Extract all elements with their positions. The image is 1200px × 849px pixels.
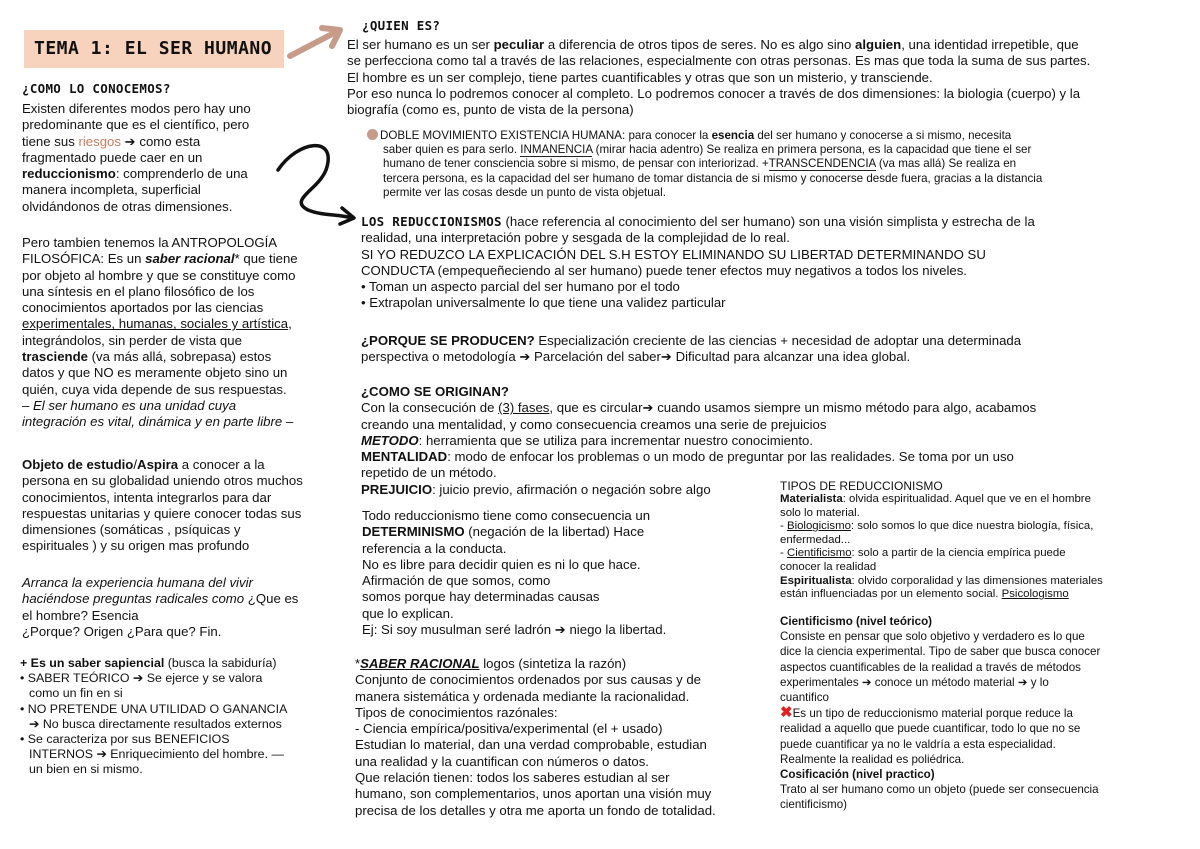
bullet-dot-icon bbox=[367, 129, 378, 140]
paragraph-modos: Existen diferentes modos pero hay uno predominante que es el científico, pero tiene sus riesgos ➔ como esta fragmentado puede caer en un reduccionismo: comprenderlo de una manera incompleta, superficial olvidándonos de otras dimensiones. bbox=[22, 101, 251, 214]
paragraph-quien-es: El ser humano es un ser peculiar a diferencia de otros tipos de seres. No es algo sino alguien, una identidad irrepetible, que se perfecciona como tal a través de las relaciones, especialmente con otras personas. Es mas que toda la suma de sus partes. El hombre es un ser complejo, tiene partes cuantificables y otras que son un misterio, y transciende. Por eso nunca lo podremos conocer al completo. Lo podremos conocer a través de dos dimensiones: la biologia (cuerpo) y la biografía (como es, punto de vista de la persona) bbox=[347, 37, 1091, 118]
paragraph-como-originan: ¿COMO SE ORIGINAN? Con la consecución de (3) fases, que es circular➔ cuando usamos siempre un mismo método para algo, acabamos creando una mentalidad, y como consecuencia creamos una serie de prejuicios METODO: herramienta que se utiliza para incrementar nuestro conocimiento. MENTALIDAD: modo de enfocar los problemas o un modo de preguntar por las realidades. Se toma por un uso repetido de un método. PREJUICIO: juicio previo, afirmación o negación sobre algo bbox=[361, 384, 1037, 497]
paragraph-determinismo: Todo reduccionismo tiene como consecuencia un DETERMINISMO (negación de la libertad) Hace referencia a la conducta. No es libre para decidir quien es ni lo que hace. Afirmación de que somos, como somos porque hay determinadas causas que lo explican. Ej: Si soy musulman seré ladrón ➔ niego la libertad. bbox=[362, 508, 667, 638]
paragraph-cientificismo: Cientificismo (nivel teórico) Consiste en pensar que solo objetivo y verdadero es lo que dice la ciencia experimental. Tipo de saber que busca conocer aspectos cuantificables de la realidad a través de métodos experimentales ➔ conoce un método material ➔ y lo cuantifico ✖Es un tipo de reduccionismo material porque reduce la realidad a aquello que puede cuantificar, todo lo que no se puede cuantificar ya no le valdría a esta especialidad. Realmente la realidad es poliédrica. Cosificación (nivel practico) Trato al ser humano como un objeto (puede ser consecuencia cientificismo) bbox=[780, 615, 1101, 812]
paragraph-sapiencial: + Es un saber sapiencial (busca la sabiduría) • SABER TEÓRICO ➔ Se ejerce y se valora como un fin en si • NO PRETENDE UNA UTILIDAD O GANANCIA ➔ No busca directamente resultados externos • Se caracteriza por sus BENEFICIOS INTERNOS ➔ Enriquecimiento del hombre. — un bien en si mismo. bbox=[20, 656, 288, 777]
heading-quien-es: ¿QUIEN ES? bbox=[362, 18, 441, 33]
paragraph-reduccionismos: LOS REDUCCIONISMOS (hace referencia al conocimiento del ser humano) son una visión simplista y estrecha de la realidad, una interpretación pobre y sesgada de la complejidad de lo real. SI YO REDUZCO LA EXPLICACIÓN DEL S.H ESTOY ELIMINANDO SU LIBERTAD DETERMINANDO SU CONDUCTA (empequeñeciendo al ser humano) puede tener efectos muy negativos a todos los niveles. • Toman un aspecto parcial del ser humano por el todo • Extrapolan universalmente lo que tiene una validez particular bbox=[361, 214, 1035, 311]
paragraph-tipos-reduccionismo: TIPOS DE REDUCCIONISMO Materialista: olvida espiritualidad. Aquel que ve en el hombre solo lo material. - Biologicismo: solo somos lo que dice nuestra biología, física, enfermedad... - Cientificismo: solo a partir de la ciencia empírica puede conocer la realidad Espiritualista: olvido corporalidad y las dimensiones materiales están influenciadas por un elemento social. Psicologismo bbox=[780, 479, 1103, 601]
cross-icon: ✖ bbox=[780, 704, 793, 722]
paragraph-doble-movimiento: DOBLE MOVIMIENTO EXISTENCIA HUMANA: para conocer la esencia del ser humano y conocerse a si mismo, necesita saber quien es para serlo. INMANENCIA (mirar hacia adentro) Se realiza en primera persona, es la capacidad que tiene el ser humano de tener consciencia sobre si mismo, de pensar con interiorizad. +TRANSCENDENCIA (va mas allá) Se realiza en tercera persona, es la capacidad del ser humano de tomar distancia de si mismo y conocerse desde fuera, gracias a la distancia permite ver las cosas desde un punto de vista objetual. bbox=[367, 129, 1167, 200]
page-title: TEMA 1: EL SER HUMANO bbox=[34, 38, 273, 59]
paragraph-experiencia: Arranca la experiencia humana del vivir haciéndose preguntas radicales como ¿Que es el hombre? Esencia ¿Porque? Origen ¿Para que? Fin. bbox=[22, 575, 299, 639]
paragraph-antropologia: Pero tambien tenemos la ANTROPOLOGÍA FILOSÓFICA: Es un saber racional* que tiene por objeto al hombre y que se constituye como una síntesis en el plano filosófico de los conocimientos aportados por las ciencias experimentales, humanas, sociales y artística, integrándolos, sin perder de vista que trasciende (va más allá, sobrepasa) estos datos y que NO es meramente objeto sino un quién, cuya vida depende de sus respuestas. – El ser humano es una unidad cuya integración es vital, dinámica y en parte libre – bbox=[22, 235, 298, 430]
arrow-icon bbox=[286, 22, 346, 62]
paragraph-objeto-estudio: Objeto de estudio/Aspira a conocer a la persona en su globalidad uniendo otros muchos conocimientos, intenta integrarlos para dar respuestas unitarias y quiere conocer todas sus dimensiones (somáticas , psíquicas y espirituales ) y su origen mas profundo bbox=[22, 457, 303, 554]
paragraph-porque-producen: ¿PORQUE SE PRODUCEN? Especialización creciente de las ciencias + necesidad de adoptar una determinada perspectiva o metodología ➔ Parcelación del saber➔ Dificultad para alcanzar una idea global. bbox=[361, 333, 1022, 365]
heading-como-conocemos: ¿COMO LO CONOCEMOS? bbox=[22, 81, 171, 96]
paragraph-saber-racional: *SABER RACIONAL logos (sintetiza la razón) Conjunto de conocimientos ordenados por sus causas y de manera sistemática y ordenada mediante la racionalidad. Tipos de conocimientos razónales: - Ciencia empírica/positiva/experimental (el + usado) Estudian lo material, dan una verdad comprobable, estudian una realidad y la cuantifican con números o datos. Que relación tienen: todos los saberes estudian al ser humano, son complementarios, unos aportan una visión muy precisa de los detalles y otra me aporta un fondo de totalidad. bbox=[355, 656, 716, 818]
